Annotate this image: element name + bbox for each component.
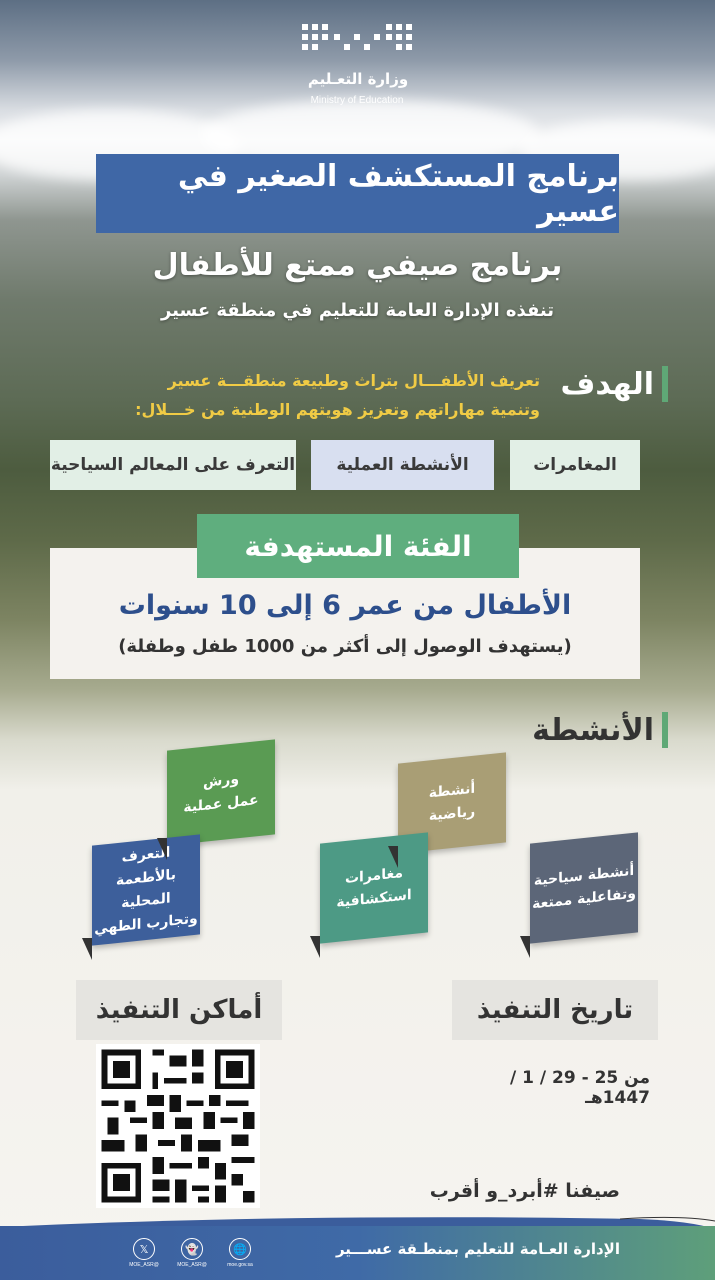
date-value: من 25 - 29 / 1 / 1447هـ <box>509 1068 650 1108</box>
goal-heading <box>560 366 668 402</box>
goal-line-1: تعريف الأطفـــال بتراث وطبيعة منطقـــة عسير <box>167 371 540 390</box>
heading-accent-bar <box>662 366 668 402</box>
program-subtitle: برنامج صيفي ممتع للأطفال <box>152 248 563 283</box>
target-reach: (يستهدف الوصول إلى أكثر من 1000 طفل وطفلة) <box>118 636 572 657</box>
card-fold <box>82 938 92 960</box>
hashtag-text: صيفنا #أبرد_و أقرب <box>429 1180 620 1202</box>
footer-organization: الإدارة العـامة للتعليم بمنطـقة عســـير <box>335 1240 620 1258</box>
activity-card-exploration <box>320 832 428 943</box>
goal-item-adventures: المغامرات <box>510 440 640 490</box>
activities-heading <box>532 712 668 748</box>
implementer-text: تنفذه الإدارة العامة للتعليم في منطقة عسير <box>160 300 555 321</box>
website-label: moe.gov.sa <box>227 1262 253 1268</box>
x-handle: @MOE_ASR <box>129 1262 159 1268</box>
card-fold <box>520 936 530 958</box>
activity-card-tourism <box>530 832 638 943</box>
activity-line: مغامرات <box>344 864 404 888</box>
activity-line: عمل عملية <box>183 791 259 816</box>
card-fold <box>157 838 167 860</box>
goal-heading-text: الهدف <box>560 366 654 402</box>
globe-icon[interactable]: 🌐 <box>229 1238 251 1260</box>
snapchat-handle: @MOE_ASR <box>177 1262 207 1268</box>
program-title-banner <box>96 154 619 233</box>
card-fold <box>310 936 320 958</box>
target-group-heading: الفئة المستهدفة <box>197 514 519 578</box>
activity-line: رياضية <box>428 803 476 825</box>
goal-description <box>120 366 540 424</box>
goal-item-practical-activities: الأنشطة العملية <box>311 440 494 490</box>
activity-line: بالأطعمة المحلية <box>116 866 176 912</box>
ministry-name-en: Ministry of Education <box>310 95 404 106</box>
goal-line-2: وتنمية مهاراتهم وتعزيز هويتهم الوطنية من خـــلال: <box>135 400 540 419</box>
program-title: برنامج المستكشف الصغير في عسير <box>177 158 619 229</box>
x-icon[interactable]: 𝕏 <box>133 1238 155 1260</box>
snapchat-icon[interactable]: 👻 <box>181 1238 203 1260</box>
activity-card-workshops <box>167 739 275 845</box>
ministry-logo-icon <box>300 20 418 58</box>
date-heading: تاريخ التنفيذ <box>452 980 658 1040</box>
qr-code[interactable] <box>96 1044 260 1208</box>
heading-accent-bar <box>662 712 668 748</box>
ministry-name-ar: وزارة التعـليم <box>307 70 409 88</box>
places-heading: أماكن التنفيذ <box>76 980 282 1040</box>
activity-line: وتفاعلية ممتعة <box>532 885 636 913</box>
activity-line: وتجارب الطهي <box>94 910 198 938</box>
activity-line: استكشافية <box>336 887 412 911</box>
activities-heading-text: الأنشطة <box>532 712 654 748</box>
activity-line: التعرف <box>121 844 171 866</box>
card-fold <box>388 846 398 868</box>
goal-item-tourist-landmarks: التعرف على المعالم السياحية <box>50 440 296 490</box>
activity-line: أنشطة سياحية <box>533 862 635 890</box>
activity-line: أنشطة <box>428 780 476 802</box>
target-age-range: الأطفال من عمر 6 إلى 10 سنوات <box>118 590 572 621</box>
activity-card-local-food <box>92 834 200 945</box>
activity-line: ورش <box>202 770 240 791</box>
